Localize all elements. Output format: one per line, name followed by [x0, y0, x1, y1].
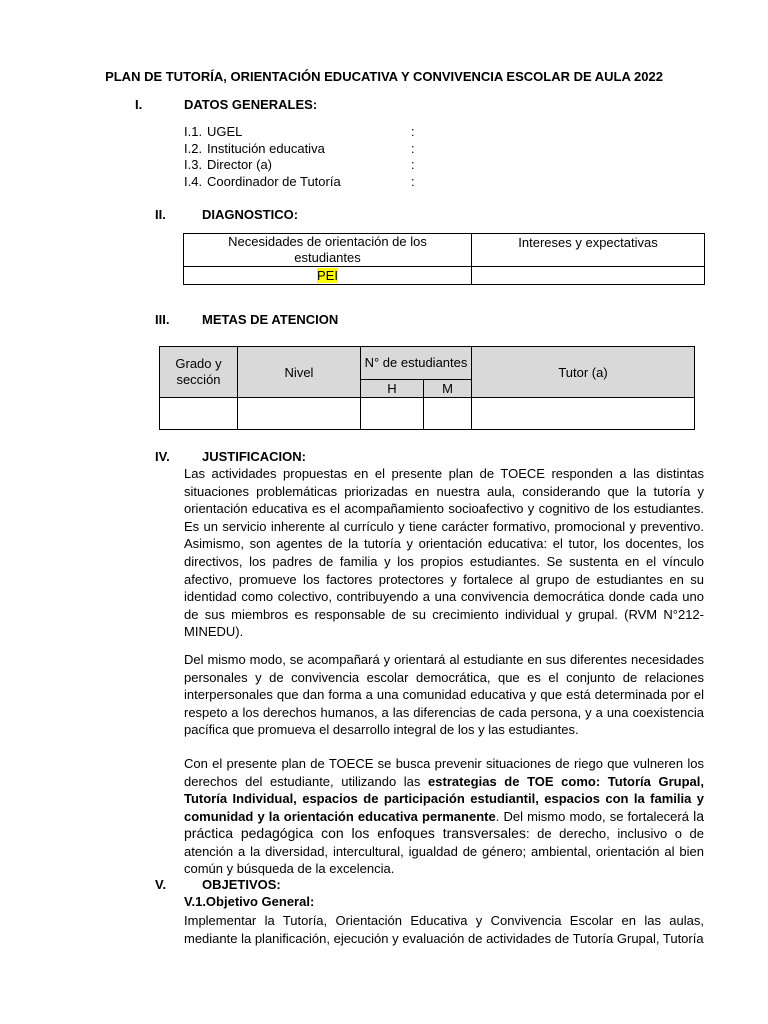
item-1-2-number: I.2.: [184, 141, 203, 156]
section-3-title: METAS DE ATENCION: [202, 312, 339, 327]
metas-table: [159, 346, 695, 430]
p3-text-c: . Del mismo modo, se fortalecerá: [495, 808, 694, 824]
item-1-4-label: Coordinador de Tutoría: [207, 174, 341, 189]
diagnostico-cell-pei: [184, 267, 472, 285]
diagnostico-header-needs: Necesidades de orientación de los estudiantes: [184, 234, 472, 267]
section-1-title: DATOS GENERALES:: [184, 97, 318, 112]
item-1-3-number: I.3.: [184, 157, 203, 172]
pei-highlight: PEI: [317, 268, 338, 283]
metas-cell-h: [361, 398, 424, 430]
metas-cell-grado: [160, 398, 238, 430]
p3-strategies-bold: estrategias de TOE como: Tutoría Grupal, Tutoría Individual, espacios de participación estudiantil, espacios con la familia y comunidad y la orientación educativa permanente: [184, 773, 704, 824]
justificacion-paragraph-2: Del mismo modo, se acompañará y orientará al estudiante en sus diferentes necesidades personales y de convivencia escolar democrática, que es el conjunto de relaciones interpersonales que dan forma a una comunidad educativa y que está determinada por el respeto a los derechos humanos, a las diferencias de cada persona, y a una coexistencia pacífica que promueva el desarrollo integral de los y las estudiantes.: [184, 651, 704, 738]
diagnostico-cell-empty: [472, 267, 705, 285]
section-2-number: II.: [155, 207, 166, 222]
section-2-title: DIAGNOSTICO:: [202, 207, 299, 222]
section-5-title: OBJETIVOS:: [202, 877, 281, 892]
objetivo-general-heading: V.1.Objetivo General:: [184, 894, 315, 909]
p3-practice-text: la práctica pedagógica con los enfoques transversales: [184, 807, 704, 842]
p3-text-a: Con el presente plan de TOECE se busca prevenir situaciones de riego que vulneren los derechos del estudiante, utilizando las: [184, 755, 704, 789]
item-1-2-label: Institución educativa: [207, 141, 325, 156]
item-1-2-colon: :: [411, 141, 415, 156]
metas-cell-tutor: [472, 398, 695, 430]
diagnostico-header-interests: Intereses y expectativas: [472, 234, 705, 267]
section-4-number: IV.: [155, 449, 170, 464]
objetivo-general-body: [184, 912, 704, 947]
metas-header-m: M: [424, 380, 472, 398]
metas-header-estudiantes: N° de estudiantes: [361, 347, 472, 380]
p3-text-e: : de derecho, inclusivo o de atención a la diversidad, intercultural, igualdad de género; ambiental, orientación al bien común y búsqueda de la excelencia.: [184, 826, 704, 877]
item-1-1-number: I.1.: [184, 124, 203, 139]
metas-header-h: H: [361, 380, 424, 398]
metas-header-tutor: Tutor (a): [472, 347, 695, 398]
objetivo-general-paragraph: Implementar la Tutoría, Orientación Educativa y Convivencia Escolar en las aulas, mediante la planificación, ejecución y evaluación de actividades de Tutoría Grupal, Tutoría: [184, 913, 704, 946]
item-1-4-number: I.4.: [184, 174, 203, 189]
item-1-4-colon: :: [411, 174, 415, 189]
section-5-number: V.: [155, 877, 167, 892]
document-title: PLAN DE TUTORÍA, ORIENTACIÓN EDUCATIVA Y CONVIVENCIA ESCOLAR DE AULA 2022: [105, 69, 663, 84]
justificacion-paragraph-3: [184, 755, 704, 878]
item-1-3-colon: :: [411, 157, 415, 172]
section-1-number: I.: [135, 97, 143, 112]
metas-header-grado: Grado y sección: [160, 347, 238, 398]
section-3-number: III.: [155, 312, 170, 327]
justificacion-paragraph-1: Las actividades propuestas en el presente plan de TOECE responden a las distintas situaciones problemáticas priorizadas en nuestra aula, considerando que la tutoría y orientación educativa es el acompañamiento socioafectivo y cognitivo de los estudiantes. Es un servicio inherente al currículo y tiene carácter formativo, promocional y preventivo. Asimismo, son agentes de la tutoría y orientación educativa: el tutor, los docentes, los directivos, los padres de familia y los propios estudiantes. Se sustenta en el vínculo afectivo, promueve los factores protectores y fortalece al grupo de estudiantes en su identidad como colectivo, contribuyendo a una convivencia democrática donde cada uno de sus miembros es responsable de su crecimiento individual y grupal. (RVM N°212-MINEDU).: [184, 466, 704, 640]
diagnostico-table: [183, 233, 705, 285]
justificacion-body: [184, 465, 704, 878]
item-1-3-label: Director (a): [207, 157, 273, 172]
metas-cell-nivel: [238, 398, 361, 430]
item-1-1-colon: :: [411, 124, 415, 139]
section-4-title: JUSTIFICACION:: [202, 449, 306, 464]
metas-cell-m: [424, 398, 472, 430]
metas-header-nivel: Nivel: [238, 347, 361, 398]
item-1-1-label: UGEL: [207, 124, 243, 139]
